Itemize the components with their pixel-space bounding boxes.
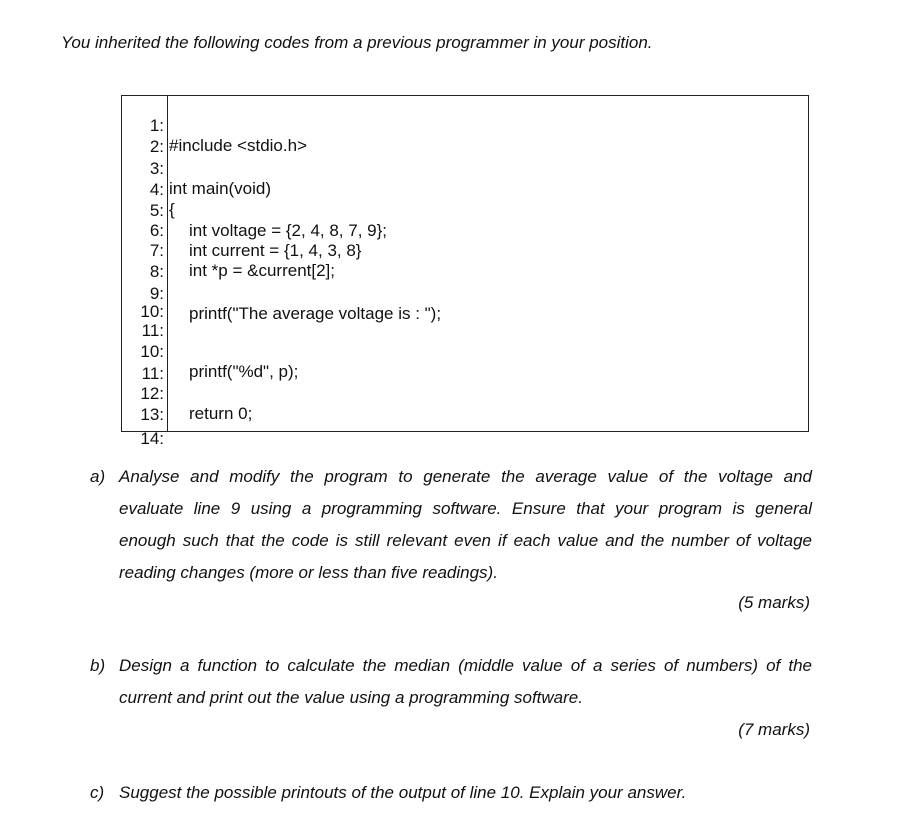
question-line: Suggest the possible printouts of the output of line 10. Explain your answer.	[119, 783, 687, 802]
question-line: Analyse and modify the program to generate the average value of the voltage and	[119, 467, 812, 486]
question-b	[90, 650, 812, 716]
line-number: 12:	[140, 384, 164, 403]
line-number: 4:	[149, 180, 164, 199]
line-number: 8:	[149, 262, 164, 281]
question-line: Design a function to calculate the median (middle value of a series of numbers) of the	[119, 656, 812, 675]
question-text	[119, 777, 812, 809]
code-text: int voltage = {2, 4, 8, 7, 9};	[189, 221, 388, 240]
code-text: int current = {1, 4, 3, 8}	[189, 241, 362, 260]
code-text: int main(void)	[169, 179, 272, 198]
line-number: 1:	[149, 116, 164, 135]
code-text: #include <stdio.h>	[169, 136, 307, 155]
line-number: 13:	[140, 405, 164, 424]
code-text: {	[169, 200, 175, 219]
question-letter: c)	[90, 783, 105, 802]
line-number: 5:	[149, 201, 164, 220]
question-text	[119, 461, 812, 589]
question-line: current and print out the value using a programming software.	[119, 688, 583, 707]
code-text: return 0;	[189, 404, 253, 423]
question-line: reading changes (more or less than five readings).	[119, 563, 498, 582]
line-number: 7:	[149, 241, 164, 260]
line-number: 3:	[149, 159, 164, 178]
question-line: enough such that the code is still relevant even if each value and the number of voltage	[119, 531, 812, 550]
code-text: printf("%d", p);	[189, 362, 299, 381]
line-number: 10:	[140, 302, 164, 321]
marks-a: (5 marks)	[738, 593, 810, 612]
line-number: 9:	[149, 284, 164, 303]
marks-b: (7 marks)	[738, 720, 810, 739]
question-text	[119, 650, 812, 714]
intro-text: You inherited the following codes from a previous programmer in your position.	[61, 33, 653, 52]
line-number: 11:	[141, 321, 164, 340]
question-c	[90, 777, 812, 811]
code-listing	[121, 95, 809, 448]
line-number: 6:	[149, 221, 164, 240]
question-line: evaluate line 9 using a programming software. Ensure that your program is general	[119, 499, 812, 518]
line-number: 2:	[149, 137, 164, 156]
question-letter: a)	[90, 467, 106, 486]
line-number: 11:	[141, 364, 164, 383]
code-text: int *p = &current[2];	[189, 261, 335, 280]
question-a	[90, 461, 812, 591]
line-number: 14:	[140, 429, 164, 448]
line-number: 10:	[140, 342, 164, 361]
code-text: printf("The average voltage is : ");	[189, 304, 442, 323]
question-letter: b)	[90, 656, 106, 675]
